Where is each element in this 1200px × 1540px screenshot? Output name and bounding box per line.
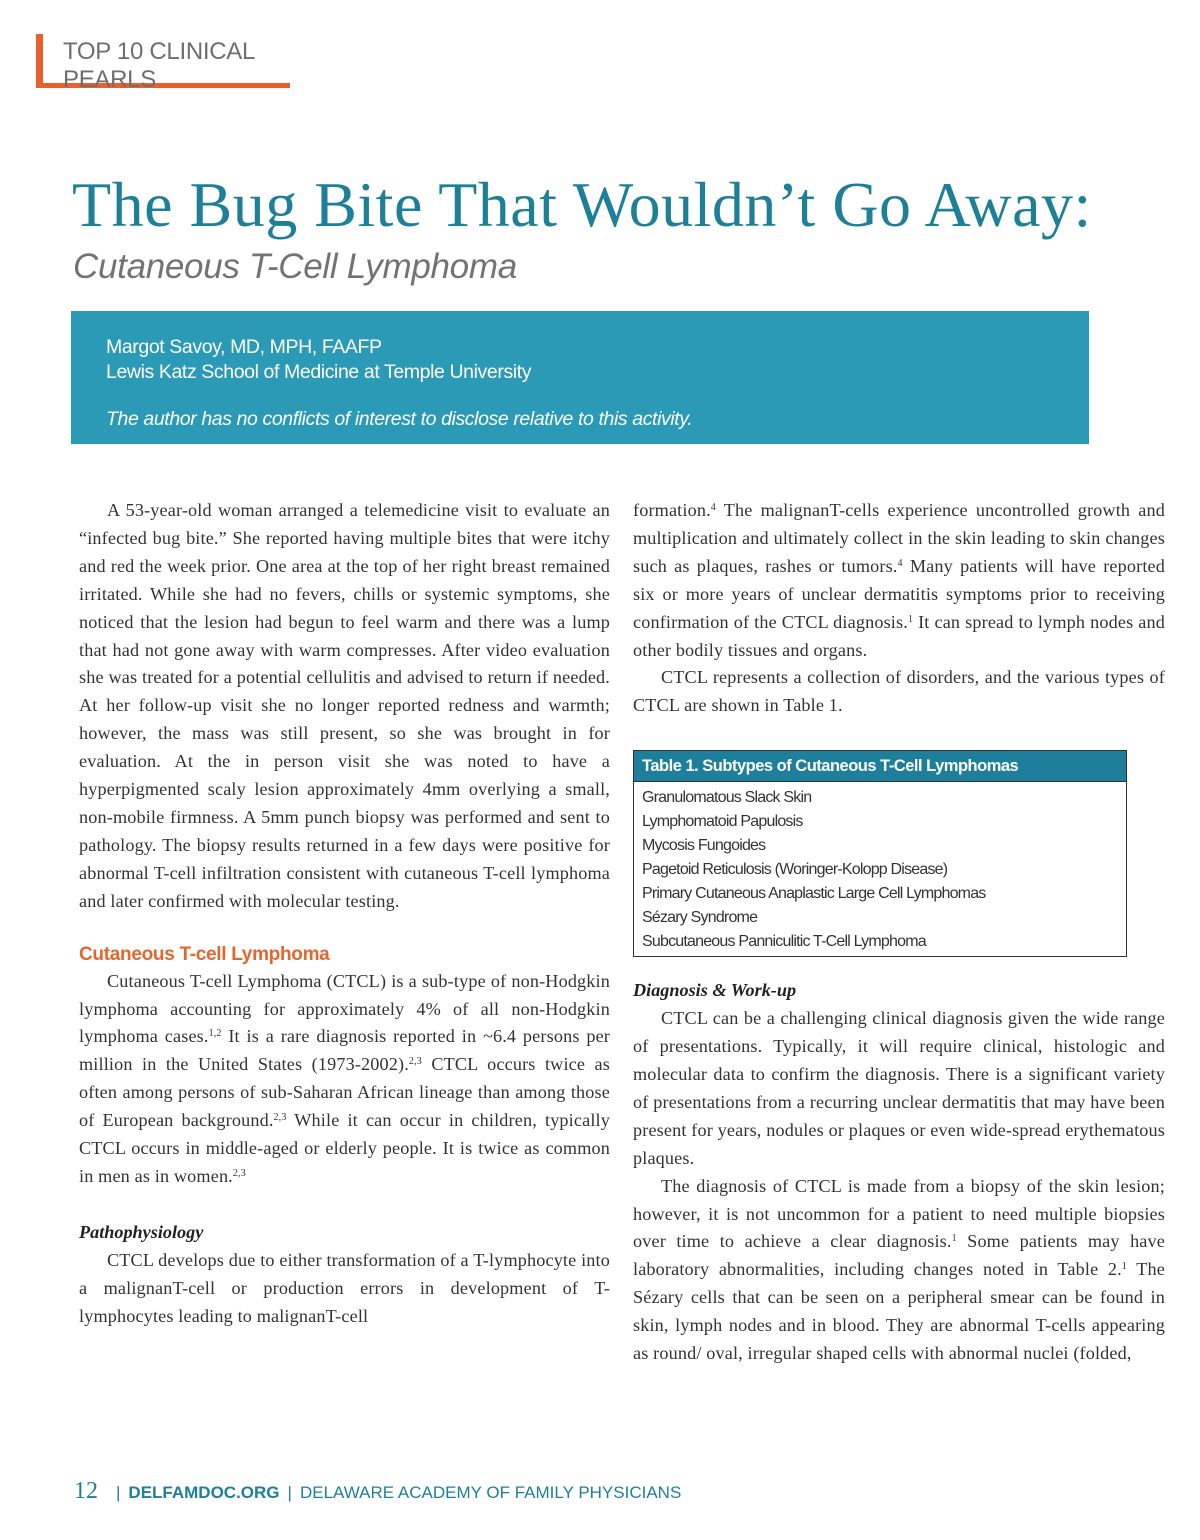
citation: 1,2 — [208, 1028, 222, 1040]
pathophysiology-paragraph: CTCL develops due to either transformation of a T-lymphocyte into a malignanT-cell or production errors in development of T-lymphocytes leading to malignanT-cell — [79, 1249, 610, 1326]
right-column — [633, 497, 1165, 1368]
table-row: Primary Cutaneous Anaplastic Large Cell Lymphomas — [642, 885, 986, 903]
author-affiliation: Lewis Katz School of Medicine at Temple University — [106, 361, 532, 383]
citation: 1 — [907, 613, 914, 625]
ctcl-text-1: Cutaneous T-cell Lymphoma (CTCL) is a sub-type of non-Hodgkin lymphoma accounting for approximately 4% of all non-Hodgkin lymphoma cases. — [79, 970, 610, 1047]
conflict-disclosure: The author has no conflicts of interest to disclose relative to this activity. — [106, 408, 693, 430]
pathophysiology-continued — [633, 497, 1165, 664]
cont-text-c: Many patients will have reported six or more years of unclear dermatitis symptoms prior to receiving confirmation of the CTCL diagnosis. — [633, 555, 1165, 632]
table-row: Subcutaneous Panniculitic T-Cell Lymphoma — [642, 933, 926, 951]
page-footer — [74, 1478, 681, 1505]
table-row: Sézary Syndrome — [642, 909, 758, 927]
section-label — [36, 34, 290, 93]
article-subtitle: Cutaneous T-Cell Lymphoma — [73, 247, 517, 286]
pathophysiology-heading: Pathophysiology — [79, 1221, 204, 1242]
diagnosis-paragraph-1: CTCL can be a challenging clinical diagnosis given the wide range of presentations. Typically, it will require clinical, histologic and molecular data to confirm the diagnosis. There is a significant variety of presentations from a recurring unclear dermatitis that may have been present for years, nodules or plaques or even wide-spread erythematous plaques. — [633, 1008, 1165, 1168]
table-title: Table 1. Subtypes of Cutaneous T-Cell Lymphomas — [634, 751, 1126, 782]
diag-text-a: The diagnosis of CTCL is made from a biopsy of the skin lesion; however, it is not uncommon for a patient to need multiple biopsies over time to achieve a clear diagnosis. — [633, 1175, 1165, 1252]
ctcl-text-2: It is a rare diagnosis reported in ~6.4 persons per million in the United States (1973-2002). — [79, 1026, 610, 1075]
citation: 2,3 — [232, 1167, 246, 1179]
citation: 2,3 — [408, 1056, 422, 1068]
footer-separator: | — [116, 1483, 121, 1502]
author-banner — [71, 311, 1089, 444]
footer-organization: DELAWARE ACADEMY OF FAMILY PHYSICIANS — [299, 1483, 682, 1502]
citation: 1 — [951, 1233, 957, 1245]
author-name: Margot Savoy, MD, MPH, FAAFP — [106, 336, 382, 358]
cont-text-a: formation. — [633, 500, 711, 520]
table-row: Pagetoid Reticulosis (Woringer-Kolopp Disease) — [642, 861, 948, 879]
left-column — [79, 497, 610, 1330]
ctcl-text-3: CTCL occurs twice as often among persons of sub-Saharan African lineage than among those of European background. — [79, 1054, 610, 1131]
diag-text-c: The Sézary cells that can be seen on a peripheral smear can be found in skin, lymph nodes and in blood. They are abnormal T-cells appearing as round/ oval, irregular shaped cells with abnormal nuclei (folded, — [633, 1259, 1165, 1364]
diag-text-b: Some patients may have laboratory abnormalities, including changes noted in Table 2. — [633, 1231, 1165, 1280]
ctcl-collection-paragraph: CTCL represents a collection of disorders, and the various types of CTCL are shown in Table 1. — [633, 667, 1165, 716]
cont-text-b: The malignanT-cells experience uncontrolled growth and multiplication and ultimately collect in the skin leading to skin changes such as plaques, rashes or tumors. — [633, 500, 1165, 576]
section-label-text: TOP 10 CLINICAL PEARLS — [63, 38, 255, 93]
case-intro-paragraph: A 53-year-old woman arranged a telemedicine visit to evaluate an “infected bug bite.” She reported having multiple bites that were itchy and red the week prior. One area at the top of her right breast remained irritated. While she had no fevers, chills or systemic symptoms, she noticed that the lesion had begun to feel warm and there was a lump that had not gone away with warm compresses. After video evaluation she was treated for a potential cellulitis and advised to return if needed. At her follow-up visit she no longer reported redness and warmth; however, the mass was still present, so she was brought in for evaluation. At the in person visit she was noted to have a hyperpigmented scaly lesion approximately 4mm overlying a small, non-mobile firmness. A 5mm punch biopsy was performed and sent to pathology. The biopsy results returned in a few days were positive for abnormal T-cell infiltration consistent with cutaneous T-cell lymphoma and later confirmed with molecular testing. — [79, 500, 610, 911]
article-title: The Bug Bite That Wouldn’t Go Away: — [72, 169, 1092, 240]
subtypes-table — [633, 750, 1127, 957]
citation: 4 — [897, 557, 903, 569]
table-row: Granulomatous Slack Skin — [642, 789, 812, 807]
diagnosis-heading: Diagnosis & Work-up — [633, 980, 797, 1001]
page-number: 12 — [74, 1478, 98, 1504]
table-row: Mycosis Fungoides — [642, 837, 766, 855]
footer-website-link[interactable]: DELFAMDOC.ORG — [128, 1483, 280, 1502]
citation: 1 — [1121, 1261, 1127, 1273]
table-body — [634, 782, 1126, 956]
table-row: Lymphomatoid Papulosis — [642, 813, 803, 831]
ctcl-paragraph — [79, 968, 610, 1191]
citation: 4 — [710, 502, 716, 513]
footer-separator: | — [287, 1483, 292, 1502]
ctcl-heading: Cutaneous T-cell Lymphoma — [79, 943, 330, 965]
citation: 2,3 — [273, 1112, 287, 1124]
cont-text-d: It can spread to lymph nodes and other bodily tissues and organs. — [633, 611, 1166, 660]
ctcl-text-4: While it can occur in children, typically CTCL occurs in middle-aged or elderly people. It is twice as common in men as in women. — [79, 1110, 610, 1186]
diagnosis-paragraph-2 — [633, 1173, 1165, 1368]
